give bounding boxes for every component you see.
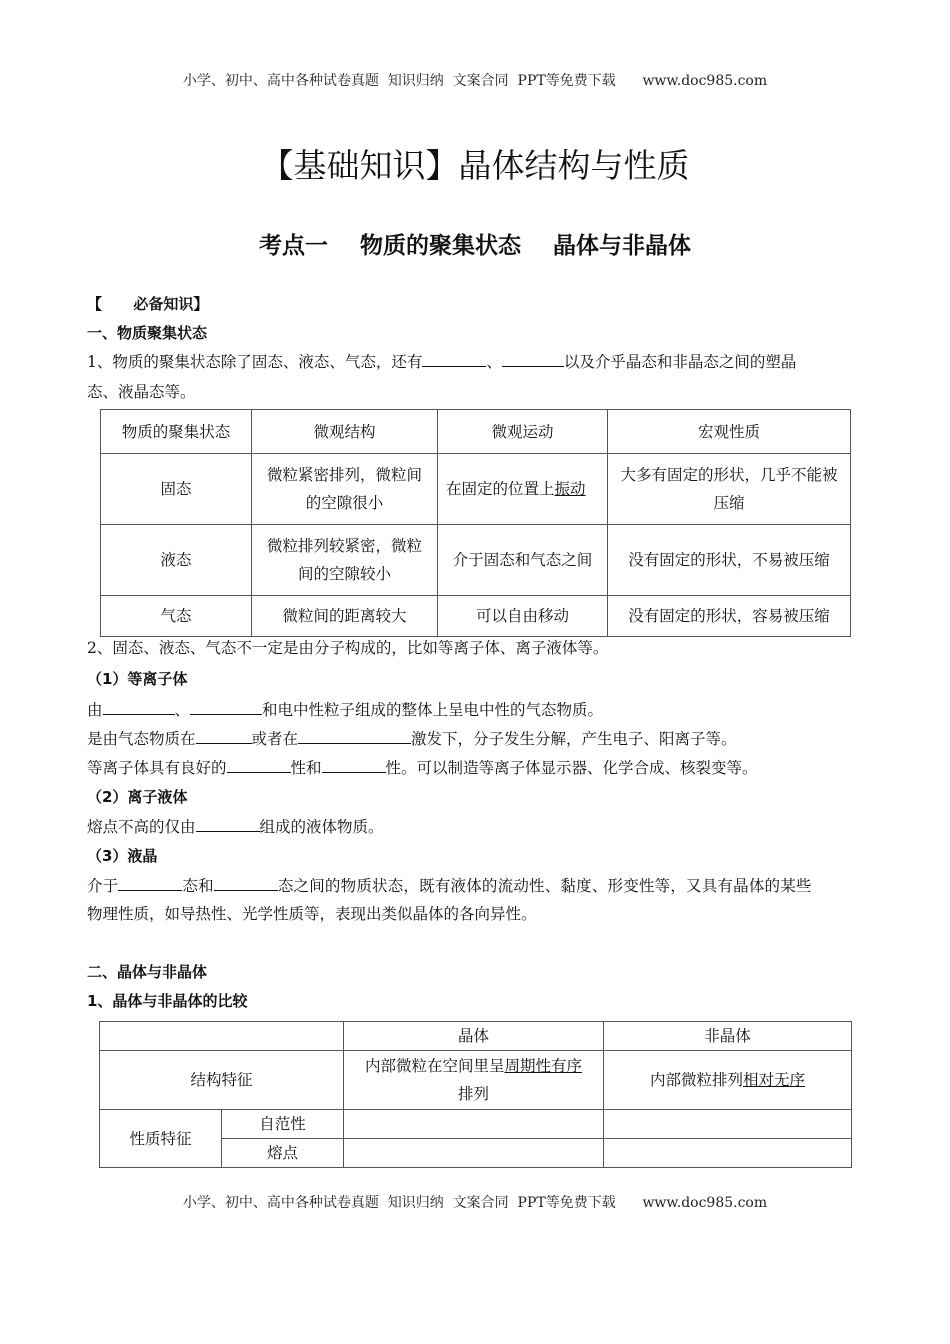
- states-table: [100, 409, 851, 637]
- table-cell: 液态: [101, 525, 252, 596]
- text: 在固定的位置上: [446, 480, 555, 498]
- text: 是由气态物质在: [87, 730, 196, 748]
- blank[interactable]: [298, 729, 411, 744]
- table-cell: 微粒排列较紧密，微粒间的空隙较小: [252, 525, 438, 596]
- table-row: [101, 596, 851, 637]
- footer-site-link[interactable]: www.doc985.com: [642, 1195, 768, 1211]
- table-cell: 大多有固定的形状，几乎不能被压缩: [608, 454, 851, 525]
- ionic-line-1: [87, 812, 863, 842]
- blank[interactable]: [190, 700, 262, 715]
- table-cell-empty[interactable]: [604, 1110, 852, 1139]
- blank[interactable]: [196, 817, 260, 832]
- underlined-text: 相对无序: [743, 1071, 806, 1089]
- table-cell: [438, 454, 608, 525]
- text: 激发下，分子发生分解，产生电子、阳离子等。: [411, 730, 737, 748]
- text: 内部微粒排列: [649, 1071, 743, 1089]
- text: 排列: [457, 1085, 489, 1103]
- table-header: 物质的聚集状态: [101, 410, 252, 454]
- plasma-line-3: [87, 753, 863, 783]
- text: 组成的液体物质。: [259, 818, 384, 836]
- header-site-link[interactable]: www.doc985.com: [642, 73, 768, 89]
- text: 性和: [290, 759, 322, 777]
- table-cell-empty[interactable]: [604, 1139, 852, 1168]
- lc-line-2: 物理性质，如导热性、光学性质等，表现出类似晶体的各向异性。: [87, 905, 537, 923]
- plasma-heading: （1）等离子体: [87, 670, 188, 688]
- table-cell: 性质特征: [100, 1110, 222, 1168]
- blank[interactable]: [118, 876, 182, 891]
- table-cell-empty[interactable]: [344, 1110, 604, 1139]
- section-heading-2: 二、晶体与非晶体: [87, 963, 208, 981]
- paragraph-2: 2、固态、液态、气态不一定是由分子构成的，比如等离子体、离子液体等。: [87, 639, 609, 657]
- blank[interactable]: [227, 758, 291, 773]
- blank[interactable]: [103, 700, 175, 715]
- table-cell: 固态: [101, 454, 252, 525]
- text: 介于: [87, 877, 119, 895]
- table-cell: [604, 1051, 852, 1110]
- blank[interactable]: [214, 876, 278, 891]
- text: 以及介乎晶态和非晶态之间的塑晶: [563, 353, 797, 371]
- blank[interactable]: [422, 352, 486, 367]
- table-header: 宏观性质: [608, 410, 851, 454]
- table-cell: 没有固定的形状，容易被压缩: [608, 596, 851, 637]
- text: 、: [174, 701, 191, 719]
- table-cell: 微粒紧密排列，微粒间的空隙很小: [252, 454, 438, 525]
- table-cell: 没有固定的形状，不易被压缩: [608, 525, 851, 596]
- text: 内部微粒在空间里呈: [364, 1057, 505, 1075]
- text: 态和: [182, 877, 214, 895]
- table-row: [101, 454, 851, 525]
- text: 、: [486, 353, 502, 371]
- page-footer: [0, 1192, 950, 1212]
- section-subheading-2-1: 1、晶体与非晶体的比较: [87, 992, 248, 1010]
- text: 性。可以制造等离子体显示器、化学合成、核裂变等。: [385, 759, 758, 777]
- paragraph-1: [87, 347, 863, 377]
- footer-text: 小学、初中、高中各种试卷真题 知识归纳 文案合同 PPT等免费下载: [182, 1195, 616, 1211]
- blank[interactable]: [502, 352, 564, 367]
- page-title: 【基础知识】晶体结构与性质: [260, 146, 690, 185]
- table-cell: 可以自由移动: [438, 596, 608, 637]
- lc-heading: （3）液晶: [87, 847, 158, 865]
- table-cell: 结构特征: [100, 1051, 344, 1110]
- table-row: [101, 525, 851, 596]
- table-header: 微观运动: [438, 410, 608, 454]
- plasma-line-2: [87, 724, 863, 754]
- text: 等离子体具有良好的: [87, 759, 227, 777]
- table-cell-empty[interactable]: [344, 1139, 604, 1168]
- underlined-text: 周期性有序: [504, 1057, 583, 1075]
- text: 由: [87, 701, 103, 719]
- table-cell: 介于固态和气态之间: [438, 525, 608, 596]
- table-row: [100, 1110, 852, 1139]
- table-header-empty: [100, 1022, 344, 1051]
- table-cell: 熔点: [222, 1139, 344, 1168]
- text: 或者在: [251, 730, 299, 748]
- page-subtitle: 考点一 物质的聚集状态 晶体与非晶体: [258, 233, 692, 259]
- text: 态之间的物质状态，既有液体的流动性、黏度、形变性等，又具有晶体的某些: [277, 877, 812, 895]
- text: 熔点不高的仅由: [87, 818, 196, 836]
- section-tag: 【 必备知识】: [87, 295, 209, 313]
- header-text: 小学、初中、高中各种试卷真题 知识归纳 文案合同 PPT等免费下载: [182, 73, 616, 89]
- crystal-comparison-table: [99, 1021, 852, 1168]
- table-header: 晶体: [344, 1022, 604, 1051]
- section-heading-1: 一、物质聚集状态: [87, 324, 208, 342]
- table-header: 微观结构: [252, 410, 438, 454]
- table-cell: 自范性: [222, 1110, 344, 1139]
- table-cell: 微粒间的距离较大: [252, 596, 438, 637]
- blank[interactable]: [322, 758, 386, 773]
- ionic-heading: （2）离子液体: [87, 788, 188, 806]
- plasma-line-1: [87, 695, 863, 725]
- text: 和电中性粒子组成的整体上呈电中性的气态物质。: [262, 701, 604, 719]
- page-header: [0, 70, 950, 90]
- blank[interactable]: [196, 729, 252, 744]
- text: 1、物质的聚集状态除了固态、液态、气态，还有: [87, 353, 423, 371]
- table-header: 非晶体: [604, 1022, 852, 1051]
- table-row: [100, 1051, 852, 1110]
- table-cell: 气态: [101, 596, 252, 637]
- lc-line-1: [87, 871, 863, 901]
- underlined-text: 振动: [554, 480, 586, 498]
- paragraph-1-cont: 态、液晶态等。: [87, 383, 196, 401]
- table-cell: [344, 1051, 604, 1110]
